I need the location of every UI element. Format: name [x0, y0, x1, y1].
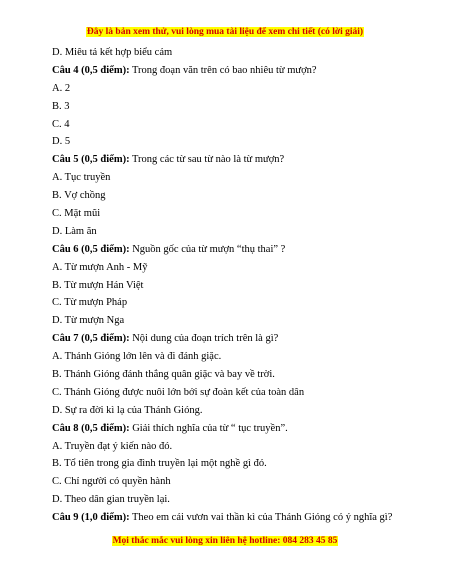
- answer-option: D. Miêu tả kết hợp biểu cảm: [52, 47, 173, 58]
- question-text: Nguồn gốc của từ mượn “thụ thai” ?: [129, 243, 286, 255]
- hotline-notice: [0, 535, 450, 547]
- answer-option: C. Thánh Gióng được nuôi lớn bởi sự đoàn kết của toàn dân: [52, 386, 305, 398]
- question-text: Trong đoạn văn trên có bao nhiêu từ mượn?: [129, 64, 317, 76]
- hotline-notice-text: Mọi thắc mắc vui lòng xin liên hệ hotline: 084 283 45 85: [112, 536, 338, 546]
- question-label: Câu 6 (0,5 điểm):: [52, 243, 130, 255]
- question-label: Câu 4 (0,5 điểm):: [52, 64, 130, 76]
- answer-option: D. 5: [52, 136, 71, 148]
- document-body: [52, 44, 422, 527]
- question-line: [52, 330, 422, 348]
- answer-option: D. Làm ăn: [52, 225, 97, 237]
- question-line: [52, 509, 422, 527]
- answer-option: C. Mặt mũi: [52, 208, 101, 220]
- answer-option: C. Chỉ người có quyền hành: [52, 476, 171, 488]
- answer-option: A. Truyền đạt ý kiến nào đó.: [52, 440, 173, 452]
- question-line: [52, 420, 422, 438]
- answer-option: A. Thánh Gióng lớn lên và đi đánh giặc.: [52, 351, 222, 363]
- answer-option: B. Vợ chồng: [52, 190, 106, 202]
- question-label: Câu 8 (0,5 điểm):: [52, 422, 130, 434]
- preview-notice: [0, 26, 450, 38]
- answer-option: D. Từ mượn Nga: [52, 315, 125, 327]
- answer-option: A. 2: [52, 82, 71, 94]
- answer-option: C. Từ mượn Pháp: [52, 297, 128, 309]
- answer-option: B. Thánh Gióng đánh thắng quân giặc và bay về trời.: [52, 369, 275, 381]
- question-label: Câu 5 (0,5 điểm):: [52, 154, 130, 166]
- answer-option: A. Tục truyền: [52, 172, 111, 184]
- answer-option: B. 3: [52, 100, 70, 112]
- question-text: Giải thích nghĩa của từ “ tục truyền”.: [129, 422, 288, 434]
- question-line: [52, 151, 422, 169]
- answer-option: C. 4: [52, 118, 70, 130]
- question-text: Nội dung của đoạn trích trên là gì?: [129, 333, 279, 345]
- answer-option: B. Tổ tiên trong gia đình truyền lại một nghề gì đó.: [52, 458, 267, 470]
- question-text: Theo em cái vươn vai thần kì của Thánh Gióng có ý nghĩa gì?: [129, 512, 393, 524]
- answer-option: A. Từ mượn Anh - Mỹ: [52, 261, 148, 273]
- question-text: Trong các từ sau từ nào là từ mượn?: [129, 154, 285, 166]
- answer-option: B. Từ mượn Hán Việt: [52, 279, 144, 291]
- question-label: Câu 7 (0,5 điểm):: [52, 333, 130, 345]
- preview-notice-text: Đây là bản xem thử, vui lòng mua tài liệu để xem chi tiết (có lời giải): [86, 27, 364, 37]
- question-label: Câu 9 (1,0 điểm):: [52, 512, 130, 524]
- answer-option: D. Sự ra đời kì lạ của Thánh Gióng.: [52, 404, 203, 416]
- question-line: [52, 62, 422, 80]
- question-line: [52, 241, 422, 259]
- answer-option: D. Theo dân gian truyền lại.: [52, 494, 170, 506]
